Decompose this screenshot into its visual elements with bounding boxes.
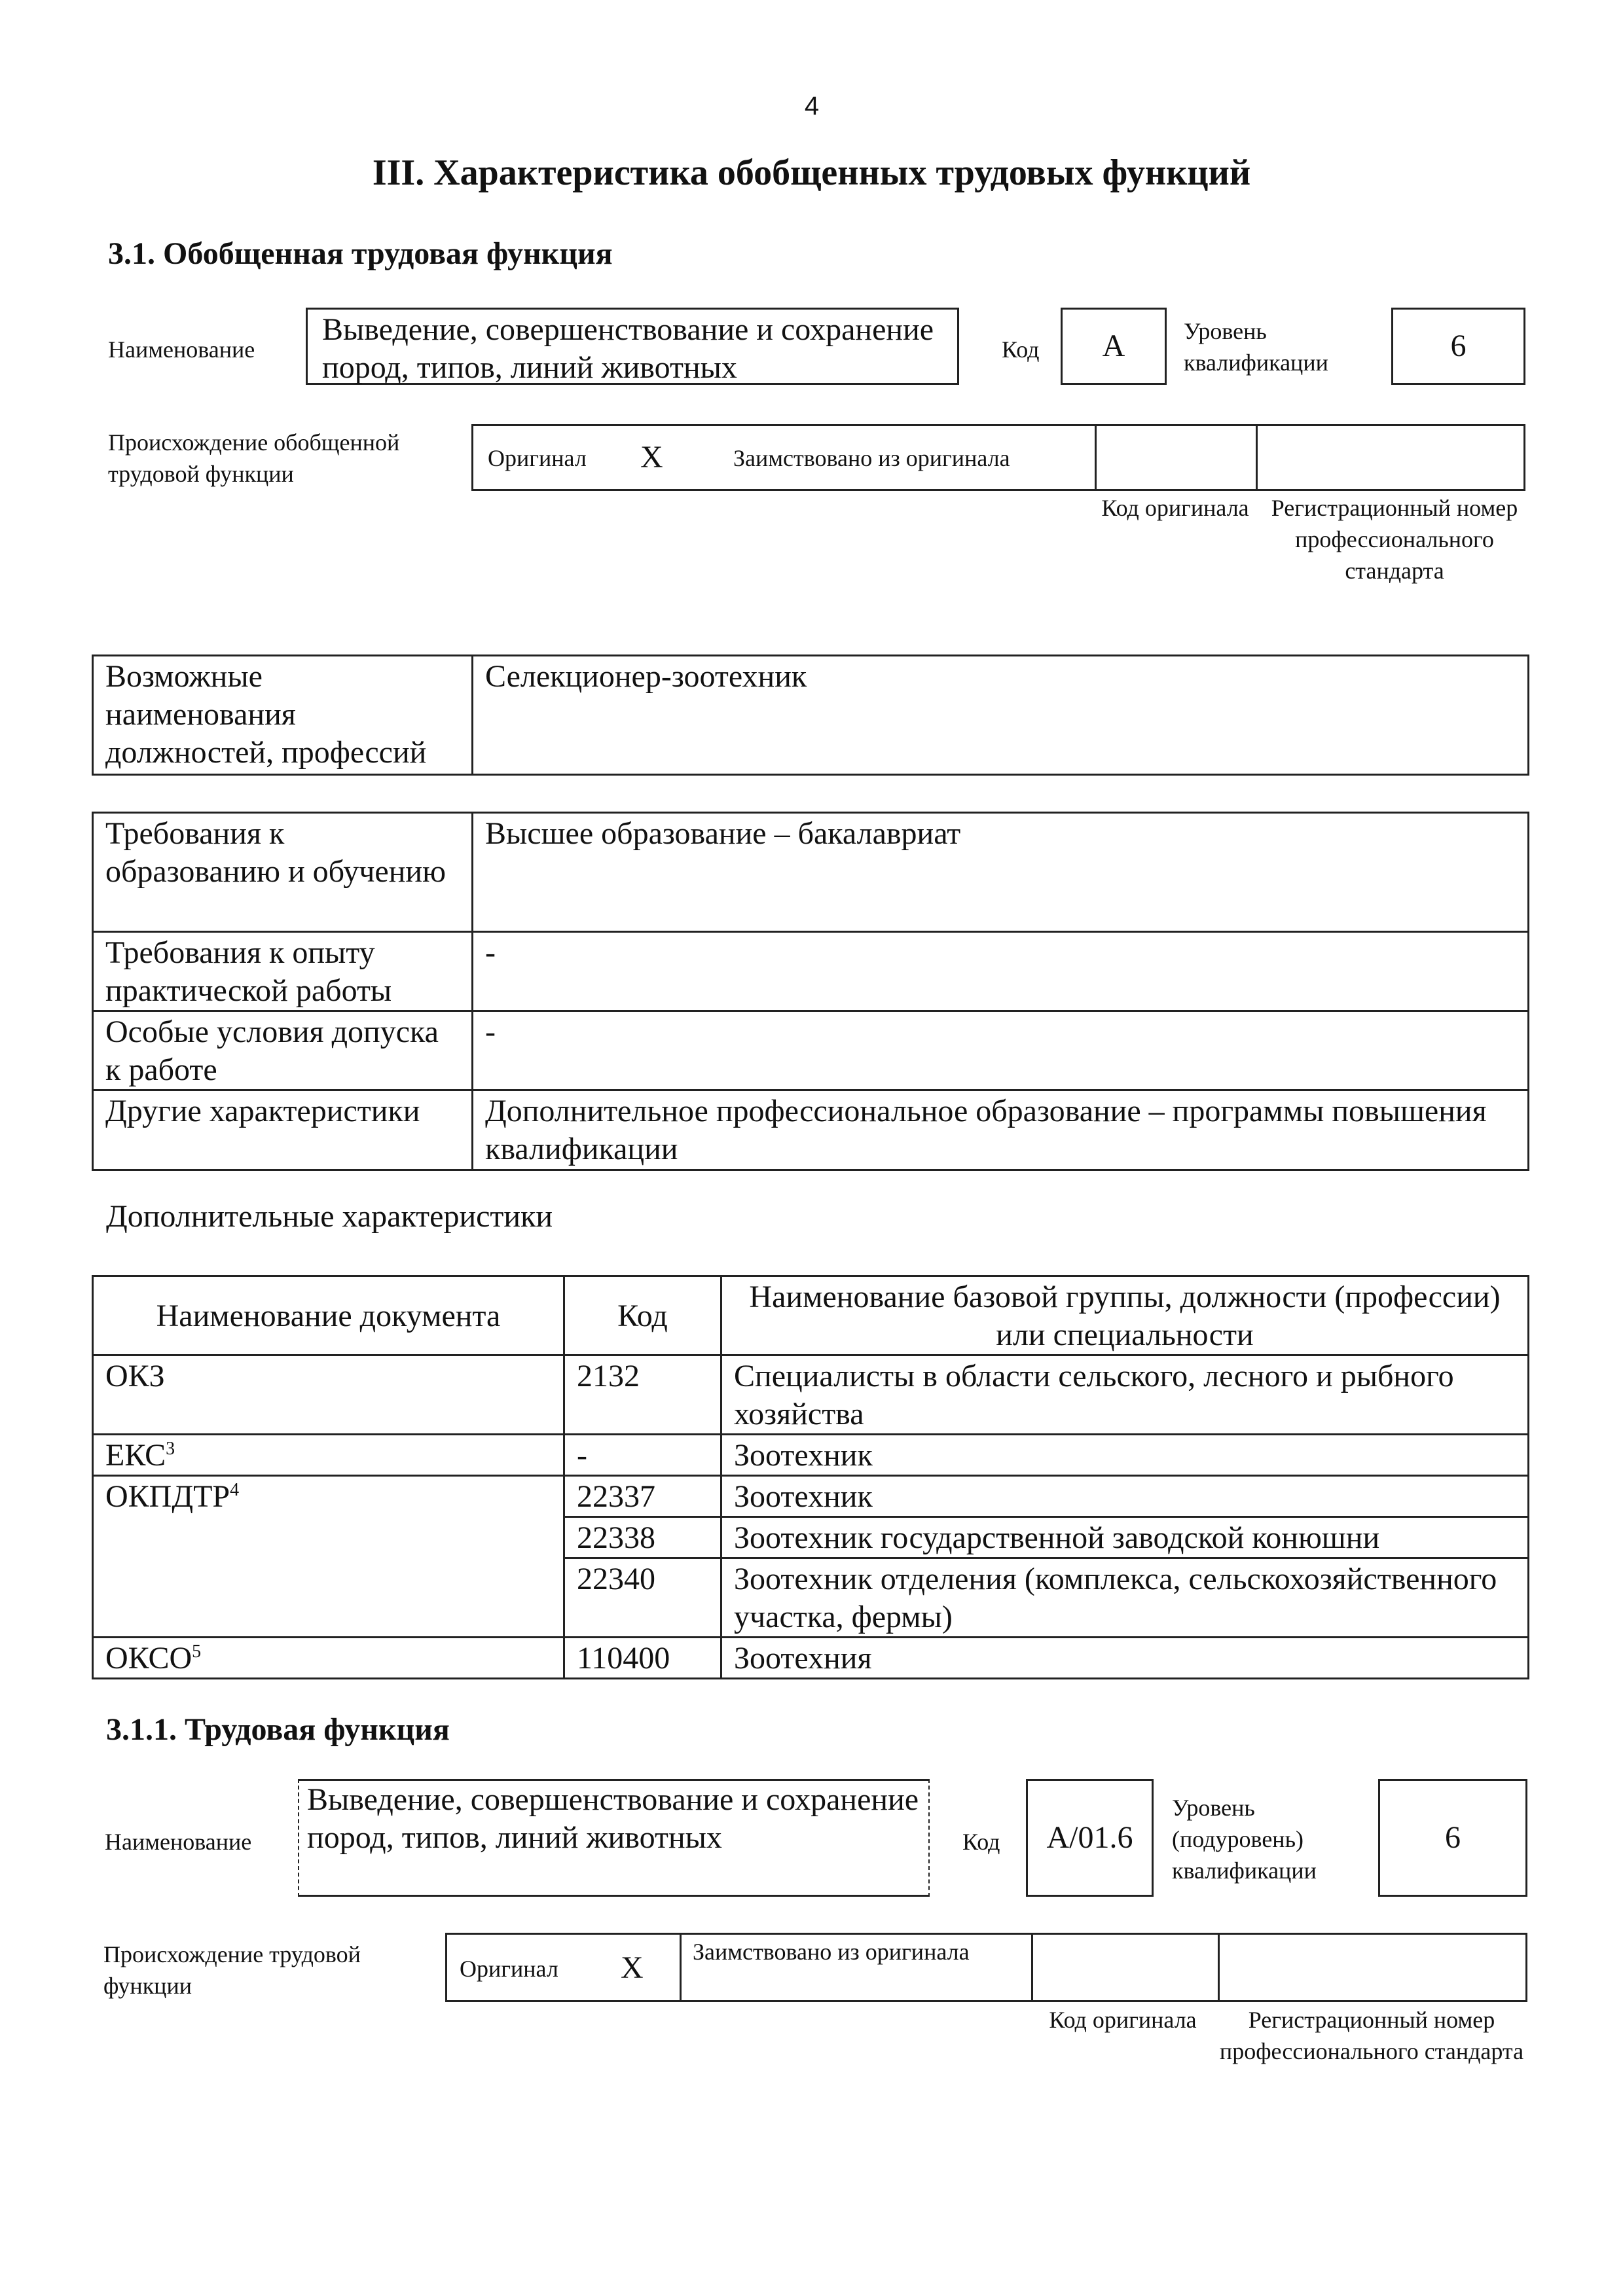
table-row [93, 1638, 1529, 1679]
code-cell: 110400 [564, 1638, 721, 1679]
level-value: 6 [1450, 329, 1467, 363]
function-level-box [1378, 1779, 1527, 1897]
requirement-label: Особые условия допуска к работе [93, 1011, 473, 1090]
function-reg-number-caption: Регистрационный номер профессионального стандарта [1219, 2007, 1524, 2064]
name-cell: Зоотехния [721, 1638, 1529, 1679]
code-original-caption: Код оригинала [1101, 495, 1249, 521]
reg-number-caption: Регистрационный номер профессионального стандарта [1271, 495, 1518, 584]
level-box [1391, 308, 1525, 385]
function-code-value: A/01.6 [1046, 1820, 1133, 1855]
positions-value: Селекционер-зоотехник [473, 656, 1529, 775]
name-value: Выведение, совершенствование и сохранение пород, типов, линий животных [322, 312, 934, 385]
footnote-ref: 3 [166, 1439, 175, 1459]
code-cell: 2132 [564, 1355, 721, 1435]
function-code-original-caption: Код оригинала [1049, 2007, 1197, 2033]
code-label: Код [1002, 336, 1040, 363]
origin-divider-2 [1256, 424, 1258, 491]
requirement-value: Высшее образование – бакалавриат [473, 813, 1529, 932]
footnote-ref: 5 [192, 1641, 202, 1662]
name-cell: Зоотехник [721, 1435, 1529, 1476]
function-name-box [298, 1779, 930, 1897]
level-label: Уровень квалификации [1184, 318, 1328, 376]
name-cell: Зоотехник государственной заводской конюшни [721, 1517, 1529, 1558]
additional-table [92, 1275, 1529, 1679]
doc-cell [93, 1638, 564, 1679]
table-row [93, 1476, 1529, 1517]
doc-cell [93, 1435, 564, 1476]
code-cell: 22338 [564, 1517, 721, 1558]
name-box [306, 308, 959, 385]
original-label: Оригинал [488, 445, 587, 471]
requirements-table [92, 812, 1529, 1171]
doc-text: ОКПДТР [105, 1479, 230, 1514]
positions-label: Возможные наименования должностей, профессий [93, 656, 473, 775]
function-origin-divider-2 [1031, 1933, 1033, 2002]
name-cell: Зоотехник отделения (комплекса, сельскохозяйственного участка, фермы) [721, 1558, 1529, 1638]
doc-text: ОКСО [105, 1641, 192, 1676]
requirement-label: Другие характеристики [93, 1090, 473, 1170]
doc-text: ЕКС [105, 1438, 166, 1473]
requirement-value: - [473, 1011, 1529, 1090]
origin-divider-1 [1095, 424, 1097, 491]
requirement-value: Дополнительное профессиональное образование – программы повышения квалификации [473, 1090, 1529, 1170]
code-box [1061, 308, 1167, 385]
page-title: III. Характеристика обобщенных трудовых функций [372, 152, 1251, 193]
code-cell: 22340 [564, 1558, 721, 1638]
function-original-mark: X [621, 1950, 644, 1985]
header-document: Наименование документа [93, 1276, 564, 1355]
function-original-label: Оригинал [460, 1956, 558, 1982]
code-cell: - [564, 1435, 721, 1476]
requirement-label: Требования к образованию и обучению [93, 813, 473, 932]
footnote-ref: 4 [230, 1480, 240, 1500]
table-header-row [93, 1276, 1529, 1355]
section-31-title: 3.1. Обобщенная трудовая функция [108, 236, 613, 271]
additional-title: Дополнительные характеристики [106, 1199, 553, 1234]
function-origin-divider-1 [680, 1933, 682, 2002]
borrowed-label: Заимствовано из оригинала [733, 445, 1010, 471]
header-code: Код [564, 1276, 721, 1355]
code-cell: 22337 [564, 1476, 721, 1517]
table-row [93, 1090, 1529, 1170]
table-row [93, 1355, 1529, 1435]
table-row [93, 1011, 1529, 1090]
positions-row [93, 656, 1529, 775]
page-number: 4 [804, 92, 820, 120]
header-name: Наименование базовой группы, должности (профессии) или специальности [721, 1276, 1529, 1355]
table-row [93, 932, 1529, 1011]
requirement-value: - [473, 932, 1529, 1011]
name-cell: Специалисты в области сельского, лесного и рыбного хозяйства [721, 1355, 1529, 1435]
original-mark: X [640, 440, 663, 475]
function-code-box [1026, 1779, 1154, 1897]
function-name-value: Выведение, совершенствование и сохранение пород, типов, линий животных [307, 1782, 919, 1855]
section-311-title: 3.1.1. Трудовая функция [106, 1712, 450, 1747]
doc-cell [93, 1476, 564, 1638]
function-level-label: Уровень (подуровень) квалификации [1172, 1795, 1317, 1884]
function-borrowed-label: Заимствовано из оригинала [693, 1939, 970, 1965]
function-origin-label: Происхождение трудовой функции [103, 1941, 361, 1999]
function-level-value: 6 [1445, 1820, 1461, 1855]
table-row [93, 1435, 1529, 1476]
name-cell: Зоотехник [721, 1476, 1529, 1517]
requirement-label: Требования к опыту практической работы [93, 932, 473, 1011]
table-row [93, 813, 1529, 932]
doc-cell: ОКЗ [93, 1355, 564, 1435]
function-name-label: Наименование [105, 1829, 252, 1855]
code-value: А [1102, 329, 1125, 363]
function-code-label: Код [962, 1829, 1000, 1855]
positions-table [92, 655, 1529, 776]
function-origin-divider-3 [1218, 1933, 1220, 2002]
origin-label: Происхождение обобщенной трудовой функции [108, 429, 400, 487]
name-label: Наименование [108, 336, 255, 363]
